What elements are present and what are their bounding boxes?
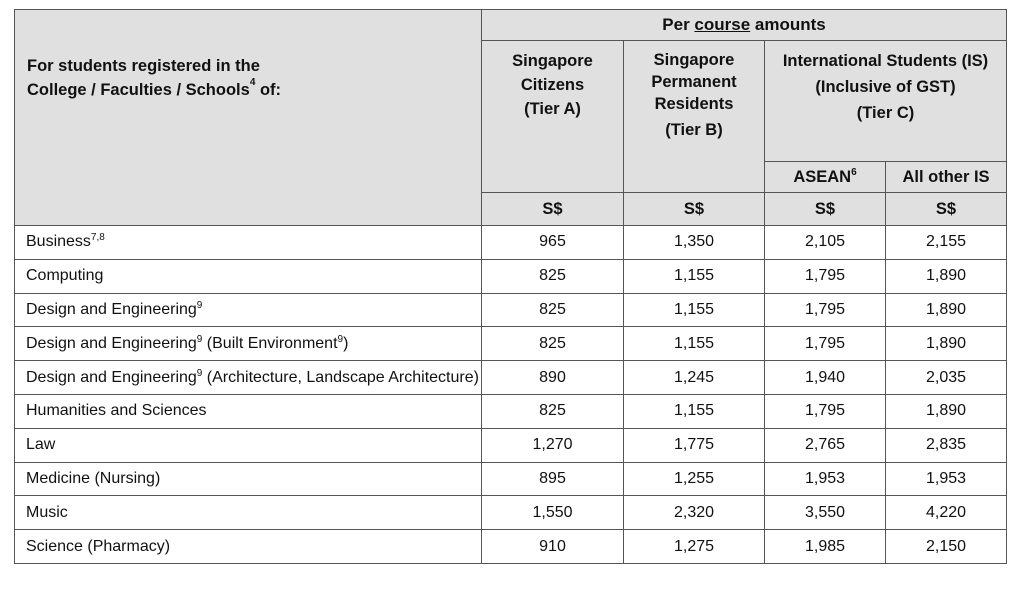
currency-tier-a: S$ — [482, 193, 624, 226]
footnote-ref: 7,8 — [90, 232, 105, 244]
all-other-is-fee-cell: 4,220 — [886, 496, 1007, 530]
tier-b-fee-cell: 1,155 — [624, 327, 765, 361]
tier-a-fee-cell: 890 — [482, 361, 624, 395]
table-row — [15, 259, 1007, 293]
tier-a-fee-cell: 825 — [482, 394, 624, 428]
table-row — [15, 530, 1007, 564]
all-other-is-fee-cell: 1,953 — [886, 462, 1007, 496]
table-row — [15, 226, 1007, 260]
footnote-ref: 9 — [196, 367, 203, 379]
college-column-header — [15, 10, 482, 226]
asean-fee-cell: 2,105 — [765, 226, 886, 260]
college-name: Design and Engineering — [26, 368, 197, 386]
college-name: Humanities and Sciences — [26, 402, 207, 420]
college-name: Business — [26, 233, 91, 251]
tier-c-header: International Students (IS) (Inclusive of GST) (Tier C) — [765, 41, 1007, 162]
footnote-6: 6 — [851, 166, 857, 178]
table-row — [15, 462, 1007, 496]
tier-b-fee-cell: 1,155 — [624, 293, 765, 327]
tier-a-fee-cell: 825 — [482, 259, 624, 293]
asean-fee-cell: 1,985 — [765, 530, 886, 564]
college-name: Music — [26, 503, 68, 521]
tier-b-fee-cell: 1,255 — [624, 462, 765, 496]
tier-b-fee-cell: 1,775 — [624, 428, 765, 462]
table-row — [15, 428, 1007, 462]
asean-fee-cell: 1,795 — [765, 259, 886, 293]
asean-fee-cell: 1,953 — [765, 462, 886, 496]
tier-a-fee-cell: 1,550 — [482, 496, 624, 530]
college-name-cell — [15, 293, 482, 327]
college-name: Computing — [26, 267, 104, 285]
all-other-is-fee-cell: 1,890 — [886, 327, 1007, 361]
college-name-cell — [15, 327, 482, 361]
tier-b-fee-cell: 2,320 — [624, 496, 765, 530]
asean-fee-cell: 1,795 — [765, 394, 886, 428]
footnote-4: 4 — [249, 77, 256, 88]
label-line-1: For students registered in the — [27, 57, 260, 75]
label-suffix: of: — [255, 81, 282, 99]
per-course-header: Per course amounts — [482, 10, 1007, 41]
college-name: Design and Engineering — [26, 334, 197, 352]
tier-a-fee-cell: 825 — [482, 327, 624, 361]
college-name: Law — [26, 436, 56, 454]
college-name-cell — [15, 394, 482, 428]
college-name-cell — [15, 226, 482, 260]
tier-b-fee-cell: 1,245 — [624, 361, 765, 395]
all-other-is-fee-cell: 2,035 — [886, 361, 1007, 395]
all-other-is-fee-cell: 2,835 — [886, 428, 1007, 462]
tier-b-header: Singapore Permanent Residents (Tier B) — [624, 41, 765, 193]
label-line-2: College / Faculties / Schools — [27, 81, 250, 99]
college-name-cell — [15, 530, 482, 564]
college-name: Medicine (Nursing) — [26, 469, 161, 487]
college-name-cell — [15, 462, 482, 496]
footnote-ref: 9 — [337, 333, 344, 345]
asean-fee-cell: 3,550 — [765, 496, 886, 530]
all-other-is-fee-cell: 1,890 — [886, 293, 1007, 327]
asean-fee-cell: 1,795 — [765, 327, 886, 361]
all-other-is-fee-cell: 2,155 — [886, 226, 1007, 260]
currency-tier-b: S$ — [624, 193, 765, 226]
college-name: Science (Pharmacy) — [26, 537, 171, 555]
college-name-suffix: (Built Environment — [202, 334, 338, 352]
tier-a-fee-cell: 825 — [482, 293, 624, 327]
tier-a-fee-cell: 910 — [482, 530, 624, 564]
course-word: course — [694, 15, 751, 34]
tier-a-fee-cell: 895 — [482, 462, 624, 496]
asean-fee-cell: 1,940 — [765, 361, 886, 395]
college-name-cell — [15, 428, 482, 462]
asean-header: ASEAN$^6$ — [765, 162, 886, 193]
tier-b-fee-cell: 1,155 — [624, 394, 765, 428]
fee-table — [14, 9, 1007, 564]
table-row — [15, 327, 1007, 361]
table-row — [15, 361, 1007, 395]
currency-all-other: S$ — [886, 193, 1007, 226]
all-other-is-fee-cell: 1,890 — [886, 394, 1007, 428]
footnote-ref: 9 — [196, 299, 203, 311]
college-name-suffix: (Architecture, Landscape Architecture) — [202, 368, 479, 386]
tier-b-fee-cell: 1,350 — [624, 226, 765, 260]
tier-a-fee-cell: 965 — [482, 226, 624, 260]
footnote-ref: 9 — [196, 333, 203, 345]
table-row — [15, 293, 1007, 327]
table-row — [15, 394, 1007, 428]
all-other-is-fee-cell: 1,890 — [886, 259, 1007, 293]
all-other-is-fee-cell: 2,150 — [886, 530, 1007, 564]
college-name-cell — [15, 259, 482, 293]
all-other-is-header: All other IS — [886, 162, 1007, 193]
college-name-suffix-end: ) — [343, 334, 349, 352]
table-row — [15, 496, 1007, 530]
college-name-cell — [15, 361, 482, 395]
tier-a-header: Singapore Citizens (Tier A) — [482, 41, 624, 193]
currency-asean: S$ — [765, 193, 886, 226]
college-name-cell — [15, 496, 482, 530]
college-name: Design and Engineering — [26, 300, 197, 318]
tier-b-fee-cell: 1,155 — [624, 259, 765, 293]
asean-fee-cell: 1,795 — [765, 293, 886, 327]
tier-b-fee-cell: 1,275 — [624, 530, 765, 564]
tier-a-fee-cell: 1,270 — [482, 428, 624, 462]
asean-fee-cell: 2,765 — [765, 428, 886, 462]
